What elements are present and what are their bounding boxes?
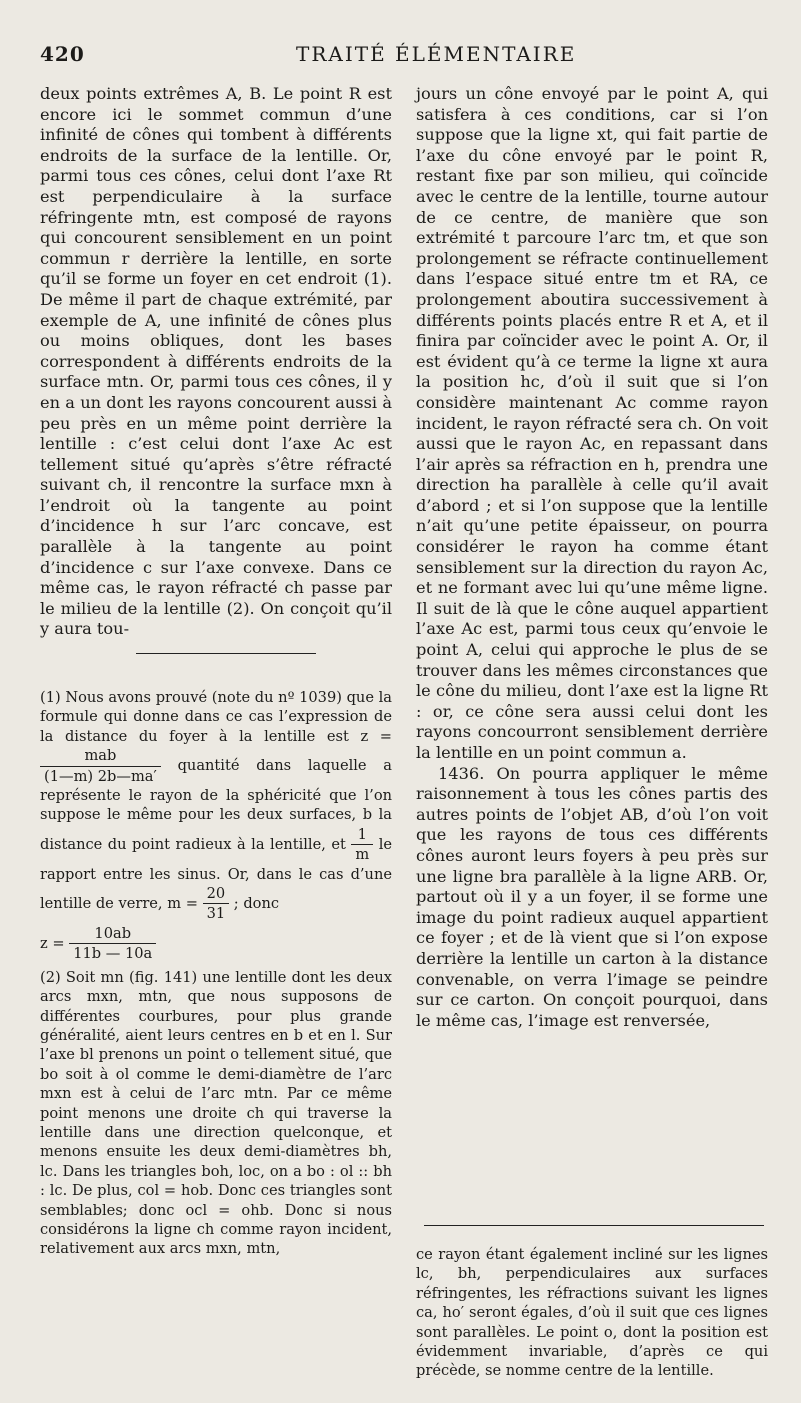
footnote-2-continued — [416, 1245, 768, 1381]
footnote-1-text-b: quantité dans laquelle a représente le rayon de la sphéricité que l’on suppose le même pour les deux surfaces, b la distance du point radieux à la lentille, et — [40, 757, 393, 853]
paragraph-1436: 1436. On pourra appliquer le même raisonnement à tous les cônes partis des autres points de l’objet AB, d’où l’on voit que les rayons de tous ces différents cônes auront leurs foyers à peu près sur une ligne bra parallèle à la ligne ARB. Or, partout où il y a un foyer, il se forme une image du point radieux auquel appartient ce foyer ; et de là vient que si l’on expose derrière la lentille un carton à la distance convenable, on verra l’image se peindre sur ce carton. On conçoit pourquoi, dans le même cas, l’image est renversée, — [416, 763, 768, 1030]
footnote-2-right-text: ce rayon étant également incliné sur les lignes lc, bh, perpendiculaires aux surfaces réfringentes, les réfractions suivant les lignes ca, ho′ seront égales, d’où il suit que ces lignes sont parallèles. Le point o, dont la position est évidemment invariable, d’après ce qui précède, se nomme centre de la lentille. — [416, 1246, 768, 1380]
formula-result — [69, 924, 156, 964]
page-number: 420 — [40, 42, 85, 66]
right-column — [416, 84, 768, 1031]
formula-focal-distance — [40, 746, 161, 786]
running-title: TRAITÉ ÉLÉMENTAIRE — [296, 42, 577, 66]
formula-numerator: 20 — [203, 884, 230, 904]
footnote-1-text-a: (1) Nous avons prouvé (note du nº 1039) que la formule qui donne dans ce cas l’expression de la distance du foyer à la lentille est z = — [40, 689, 392, 745]
formula-denominator: 31 — [206, 905, 226, 923]
formula-numerator: 1 — [351, 825, 373, 845]
formula-numerator: mab — [40, 746, 161, 766]
left-body-text: deux points extrêmes A, B. Le point R est encore ici le sommet commun d’une infinité de cônes qui tombent à différents endroits de la surface de la lentille. Or, parmi tous ces cônes, celui dont l’axe Rt est perpendiculaire à la surface réfringente mtn, est composé de rayons qui concourent sensiblement en un point commun r derrière la lentille, en sorte qu’il se forme un foyer en cet endroit (1). De même il part de chaque extrémité, par exemple de A, une infinité de cônes plus ou moins obliques, dont les bases correspondent à différents endroits de la surface mtn. Or, parmi tous ces cônes, il y en a un dont les rayons concourent aussi à peu près en un même point derrière la lentille : c’est celui dont l’axe Ac est tellement situé qu’après s’être réfracté suivant ch, il rencontre la surface mxn à l’endroit où la tangente au point d’incidence h sur l’arc concave, est parallèle à la tangente au point d’incidence c sur l’axe convexe. Dans ce même cas, le rayon réfracté ch passe par le milieu de la lentille (2). On conçoit qu’il y aura tou- — [40, 84, 392, 639]
formula-sine-ratio — [351, 825, 373, 865]
footnote-2-left: (2) Soit mn (fig. 141) une lentille dont les deux arcs mxn, mtn, que nous supposons de différentes courbures, pour plus grande généralité, aient leurs centres en b et en l. Sur l’axe bl prenons un point o tellement situé, que bo soit à ol comme le demi-diamètre de l’arc mxn est à celui de l’arc mtn. Par ce même point menons une droite ch qui traverse la lentille dans une direction quelconque, et menons ensuite les deux demi-diamètres bh, lc. Dans les triangles boh, loc, on a bo : ol :: bh : lc. De plus, col = hob. Donc ces triangles sont semblables; donc ocl = ohb. Donc si nous considérons la ligne ch comme rayon incident, relativement aux arcs mxn, mtn, — [40, 968, 392, 1258]
formula-denominator: (1—m) 2b—ma′ — [44, 767, 157, 785]
footnote-rule-left — [136, 653, 316, 654]
formula-denominator: m — [355, 846, 370, 864]
footnote-1-text-c: le rapport entre les sinus. Or, dans le cas d’une lentille de verre, m = — [40, 835, 393, 912]
formula-glass-ratio — [203, 884, 230, 924]
footnote-1 — [40, 688, 392, 1259]
footnote-rule-right — [424, 1225, 764, 1226]
formula-numerator: 10ab — [69, 924, 156, 944]
formula-denominator: 11b — 10a — [73, 945, 153, 963]
formula-result-prefix: z = — [40, 934, 65, 952]
left-column — [40, 84, 392, 640]
right-body-text: jours un cône envoyé par le point A, qui satisfera à ces conditions, car si l’on suppose que la ligne xt, qui fait partie de l’axe du cône envoyé par le point R, restant fixe par son milieu, qui coïncide avec le centre de la lentille, tourne autour de ce centre, de manière que son extrémité t parcoure l’arc tm, et que son prolongement se réfracte continuellement dans l’espace situé entre tm et RA, ce prolongement aboutira successivement à différents points placés entre R et A, et il finira par coïncider avec le point A. Or, il est évident qu’à ce terme la ligne xt aura la position hc, d’où il suit que si l’on considère maintenant Ac comme rayon incident, le rayon réfracté sera ch. On voit aussi que le rayon Ac, en repassant dans l’air après sa réfraction en h, prendra une direction ha parallèle à celle qu’il avait d’abord ; et si l’on suppose que la lentille n’ait qu’une petite épaisseur, on pourra considérer le rayon ha comme étant sensiblement sur la direction du rayon Ac, et ne formant avec lui qu’une même ligne. Il suit de là que le cône auquel appartient l’axe Ac est, parmi tous ceux qu’envoie le point A, celui qui approche le plus de se trouver dans les mêmes circonstances que le cône du milieu, dont l’axe est la ligne Rt : or, ce cône sera aussi celui dont les rayons concourront sensiblement derrière la lentille en un point commun a. — [416, 84, 768, 762]
footnote-1-text-d: ; donc — [233, 894, 280, 912]
running-header — [40, 42, 760, 70]
